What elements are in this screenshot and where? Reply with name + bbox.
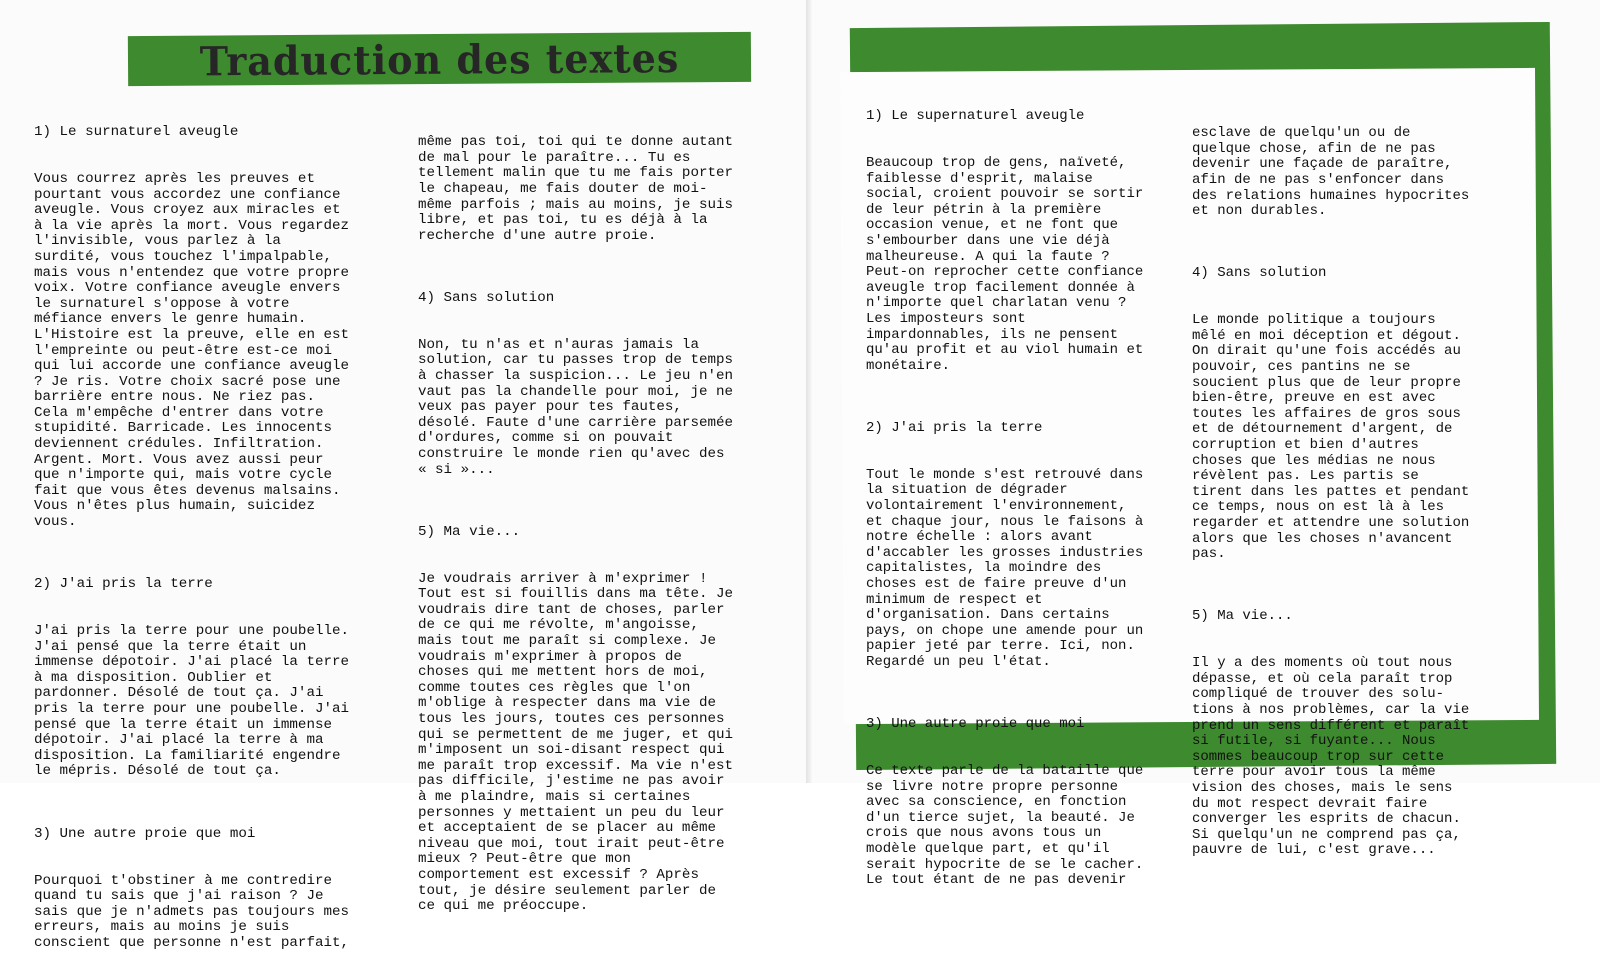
section-text: Non, tu n'as et n'auras jamais la solution, car tu passes trop de temps à chasser la suspicion... Le jeu n'en vaut pas la chandelle pour moi, je ne veux pas payer pour tes fautes, désolé. Faute d'une carrière parsemée d'ordures, comme si on pouvait construire le monde rien qu'avec des « si »... <box>418 336 734 478</box>
page-title: Traduction des textes <box>199 33 680 85</box>
section-text: Tout le monde s'est retrouvé dans la situation de dégrader volontairement l'environnement, et chaque jour, nous le faisons à notre échelle : alors avant d'accabler les grosses industries capitalistes, la moindre des choses est de faire preuve d'un minimum de respect et d'organisation. Dans certains pays, on chope une amende pour un papier jeté par terre. Ici, non. Regardé un peu l'état. <box>866 466 1144 670</box>
section-heading: 1) Le surnaturel aveugle <box>34 124 239 141</box>
section-heading: 4) Sans solution <box>1192 265 1327 282</box>
section-text: Ce texte parle de la bataille que se livre notre propre personne avec sa conscience, en fonction d'un tierce sujet, la beauté. Je crois que nous avons tous un modèle quelque part, et qu'il serait hypocrite de se le cacher. Le tout étant de ne pas devenir <box>866 762 1144 889</box>
section-heading: 2) J'ai pris la terre <box>866 419 1043 436</box>
section-heading: 4) Sans solution <box>418 290 555 307</box>
section-text: Vous courrez après les preuves et pourtant vous accordez une confiance aveugle. Vous croyez aux miracles et à la vie après la mort. Vous regardez l'invisible, vous parlez à la surdité, vous touchez l'impalpable, mais vous n'entendez que votre propre voix. Votre confiance aveugle envers le surnaturel s'oppose à votre méfiance envers le genre humain. L'Histoire est la preuve, elle en est l'empreinte ou peut-être est-ce moi qui lui accorde une confiance aveugle ? Je ris. Votre choix sacré pose une barrière entre nous. Ne riez pas. Cela m'empêche d'entrer dans votre stupidité. Barricade. Les innocents deviennent crédules. Infiltration. Argent. Mort. Vous avez aussi peur que n'importe qui, mais votre cycle fait que vous êtes devenus malsains. Vous n'êtes plus humain, suicidez vous. <box>34 170 350 531</box>
section-text: Beaucoup trop de gens, naïveté, faiblesse d'esprit, malaise social, croient pouvoir se sortir de leur pétrin à la première occasion venue, et ne font que s'embourber dans une vie déjà malheureuse. A qui la faute ? Peut-on reprocher cette confiance aveugle trop facilement donnée à n'importe quel charlatan venu ? Les imposteurs sont impardonnables, ils ne pensent qu'au profit et au viol humain et monétaire. <box>866 154 1144 374</box>
section-heading: 5) Ma vie... <box>1192 608 1293 625</box>
section-heading: 2) J'ai pris la terre <box>34 576 213 593</box>
left-column-1 <box>34 94 422 967</box>
section-heading: 1) Le supernaturel aveugle <box>866 108 1085 125</box>
right-column-1 <box>866 78 1193 904</box>
section-text: Il y a des moments où tout nous dépasse, et où cela paraît trop compliqué de trouver des solu- tions à nos problèmes, car la vie prend un sens différent et paraît si futile, si fuyante... Nous sommes beaucoup trop sur cette terre pour avoir tous la même vision des choses, mais le sens du mot respect devrait faire converger les esprits de chacun. Si quelqu'un ne comprend pas ça, pauvre de lui, c'est grave... <box>1192 655 1470 859</box>
section-text: même pas toi, toi qui te donne autant de mal pour le paraître... Tu es tellement malin que tu me fais porter le chapeau, me fais douter de moi- même parfois ; mais au moins, je suis libre, et pas toi, tu es déjà à la recherche d'une autre proie. <box>418 134 734 244</box>
title-banner <box>128 32 751 86</box>
section-heading: 5) Ma vie... <box>418 523 521 540</box>
left-column-2 <box>418 104 803 930</box>
section-text: esclave de quelqu'un ou de quelque chose, afin de ne pas devenir une façade de paraître, afin de ne pas s'enfoncer dans des relations humaines hypocrites et non durables. <box>1192 125 1470 220</box>
section-text: Pourquoi t'obstiner à me contredire quand tu sais que j'ai raison ? Je sais que je n'admets pas toujours mes erreurs, mais au moins je suis conscient que personne n'est parfait, <box>34 872 350 951</box>
section-heading: 3) Une autre proie que moi <box>34 825 256 842</box>
section-text: Le monde politique a toujours mêlé en moi déception et dégout. On dirait qu'une fois accédés au pouvoir, ces pantins ne se soucient plus que de leur propre bien-être, preuve en est avec toutes les affaires de gros sous et de détournement d'argent, de corruption et bien d'autres choses que les médias ne nous révèlent pas. Les partis se tirent dans les pattes et pendant ce temps, nous on est là à les regarder et attendre une solution alors que les choses n'avancent pas. <box>1192 312 1470 563</box>
section-heading: 3) Une autre proie que moi <box>866 716 1085 733</box>
section-text: J'ai pris la terre pour une poubelle. J'ai pensé que la terre était un immense dépotoir. J'ai placé la terre à ma disposition. Oublier et pardonner. Désolé de tout ça. J'ai pris la terre pour une poubelle. J'ai pensé que la terre était un immense dépotoir. J'ai placé la terre à ma disposition. La familiarité engendre le mépris. Désolé de tout ça. <box>34 623 350 780</box>
right-column-2 <box>1192 95 1532 875</box>
section-text: Je voudrais arriver à m'exprimer ! Tout est si fouillis dans ma tête. Je voudrais dire tant de choses, parler de ce qui me révolte, m'angoisse, mais tout me paraît si complexe. Je voudrais m'exprimer à propos de choses qui me mettent hors de moi, comme toutes ces règles que l'on m'oblige à respecter dans ma vie de tous les jours, toutes ces personnes qui se permettent de me juger, et qui m'imposent un soi-disant respect qui me paraît trop excessif. Ma vie n'est pas difficile, j'estime ne pas avoir à me plaindre, mais si certaines personnes y mettaient un peu du leur et acceptaient de se placer au même niveau que moi, tout irait peut-être mieux ? Peut-être que mon comportement est excessif ? Après tout, je désire seulement parler de ce qui me préoccupe. <box>418 570 734 915</box>
